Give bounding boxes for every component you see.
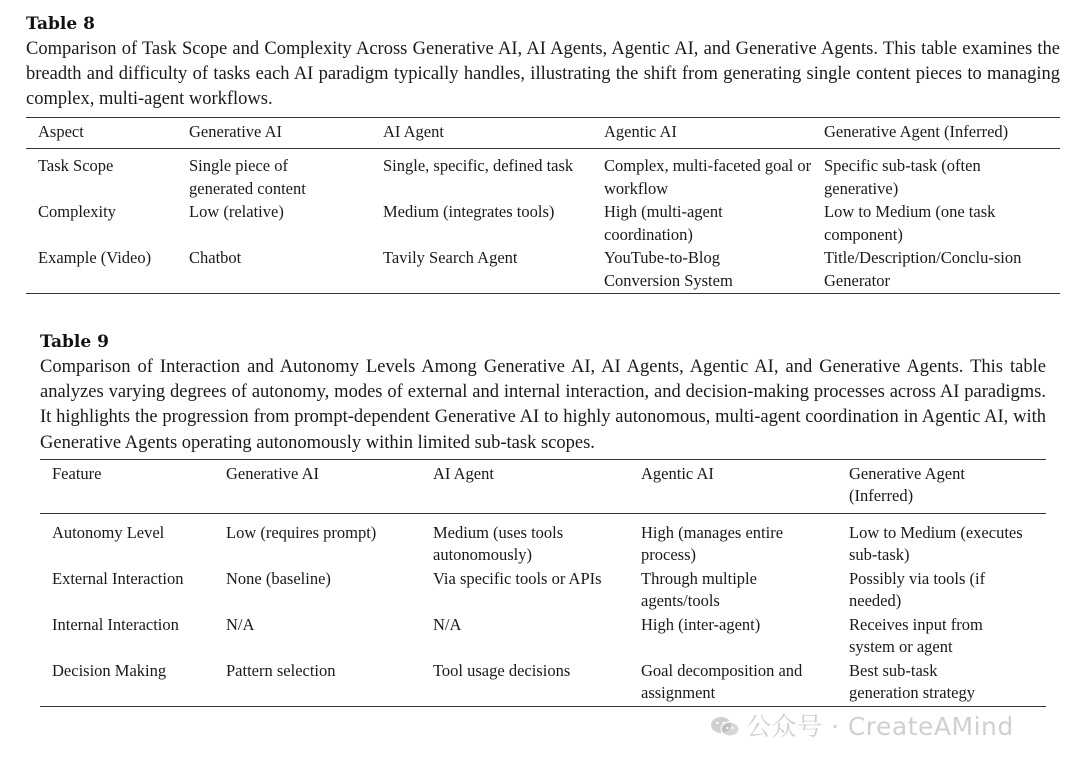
table-cell: N/A bbox=[433, 614, 462, 634]
watermark-text: 公众号 · CreateAMind bbox=[746, 712, 1014, 741]
table-cell: Low (requires prompt) bbox=[226, 522, 377, 542]
table-header-cell: Generative Agent (Inferred) bbox=[849, 459, 1046, 513]
table-row bbox=[26, 149, 1060, 202]
table-8-caption: Comparison of Task Scope and Complexity Across Generative AI, AI Agents, Agentic AI, and Generative Agents. This table examines the breadth and difficulty of tasks each AI paradigm typically handles, illustrating the shift from generating single content pieces to managing complex, multi-agent workflows. bbox=[26, 39, 1060, 110]
wechat-icon bbox=[710, 715, 740, 737]
table-cell: Through multiple agents/tools bbox=[641, 568, 757, 611]
table-row bbox=[40, 614, 1046, 660]
table-row bbox=[40, 660, 1046, 707]
table-cell: Low to Medium (executes sub-task) bbox=[849, 522, 1023, 565]
table-cell: Best sub-task generation strategy bbox=[849, 660, 1046, 707]
table-cell: Complexity bbox=[38, 202, 116, 222]
table-cell: Medium (uses tools autonomously) bbox=[433, 522, 564, 565]
table-cell: Specific sub-task (often generative) bbox=[824, 156, 981, 198]
table-row bbox=[40, 513, 1046, 568]
table-cell: External Interaction bbox=[52, 568, 184, 588]
table-cell: Goal decomposition and assignment bbox=[641, 660, 849, 707]
table-cell: Decision Making bbox=[40, 660, 226, 707]
table-cell: Complex, multi-faceted goal or workflow bbox=[604, 156, 812, 198]
table-cell: None (baseline) bbox=[226, 568, 331, 588]
table-header-cell: Generative AI bbox=[189, 117, 383, 149]
table-9-block bbox=[40, 330, 1046, 707]
table-cell: Title/Description/Conclu-sion Generator bbox=[824, 247, 1060, 294]
table-header-cell: Aspect bbox=[26, 117, 189, 149]
table-cell: High (multi-agent coordination) bbox=[604, 202, 723, 244]
table-9-header-row bbox=[40, 459, 1046, 513]
table-row bbox=[26, 201, 1060, 247]
table-header-cell: Generative AI bbox=[226, 459, 433, 513]
table-cell: Task Scope bbox=[38, 156, 114, 176]
table-cell: High (manages entire process) bbox=[641, 522, 784, 565]
table-header-cell: AI Agent bbox=[383, 117, 604, 149]
table-cell: Medium (integrates tools) bbox=[383, 202, 555, 222]
table-header-cell: Feature bbox=[40, 459, 226, 513]
table-cell: YouTube-to-Blog Conversion System bbox=[604, 247, 824, 294]
table-cell: Receives input from system or agent bbox=[849, 614, 983, 657]
watermark bbox=[710, 707, 1014, 743]
table-cell: Example (Video) bbox=[26, 247, 189, 294]
table-header-cell: AI Agent bbox=[433, 459, 641, 513]
table-row bbox=[40, 568, 1046, 614]
table-cell: Pattern selection bbox=[226, 660, 433, 707]
table-cell: Autonomy Level bbox=[52, 522, 165, 542]
table-9 bbox=[40, 459, 1046, 707]
table-cell: Single piece of generated content bbox=[189, 156, 306, 198]
table-cell: Low to Medium (one task component) bbox=[824, 202, 996, 244]
table-cell: Tool usage decisions bbox=[433, 660, 641, 707]
table-row bbox=[26, 247, 1060, 294]
table-header-cell: Agentic AI bbox=[641, 459, 849, 513]
table-cell: Internal Interaction bbox=[52, 614, 179, 634]
table-cell: Possibly via tools (if needed) bbox=[849, 568, 986, 611]
table-cell: N/A bbox=[226, 614, 255, 634]
table-cell: High (inter-agent) bbox=[641, 614, 761, 634]
table-header-cell: Agentic AI bbox=[604, 117, 824, 149]
table-8-block bbox=[26, 12, 1060, 294]
table-cell: Via specific tools or APIs bbox=[433, 568, 602, 588]
table-8-title: Table 8 bbox=[26, 14, 95, 34]
table-cell: Tavily Search Agent bbox=[383, 247, 604, 294]
table-8 bbox=[26, 117, 1060, 295]
table-9-caption: Comparison of Interaction and Autonomy Levels Among Generative AI, AI Agents, Agentic AI, and Generative Agents. This table analyzes varying degrees of autonomy, modes of external and internal interaction, and decision-making processes across AI paradigms. It highlights the progression from prompt-dependent Generative AI to highly autonomous, multi-agent coordination in Agentic AI, with Generative Agents operating autonomously within limited sub-task scopes. bbox=[40, 357, 1046, 453]
table-header-cell: Generative Agent (Inferred) bbox=[824, 117, 1060, 149]
table-8-header-row bbox=[26, 117, 1060, 149]
table-9-title: Table 9 bbox=[40, 332, 109, 352]
table-cell: Single, specific, defined task bbox=[383, 156, 574, 176]
table-cell: Chatbot bbox=[189, 247, 383, 294]
table-cell: Low (relative) bbox=[189, 202, 284, 222]
